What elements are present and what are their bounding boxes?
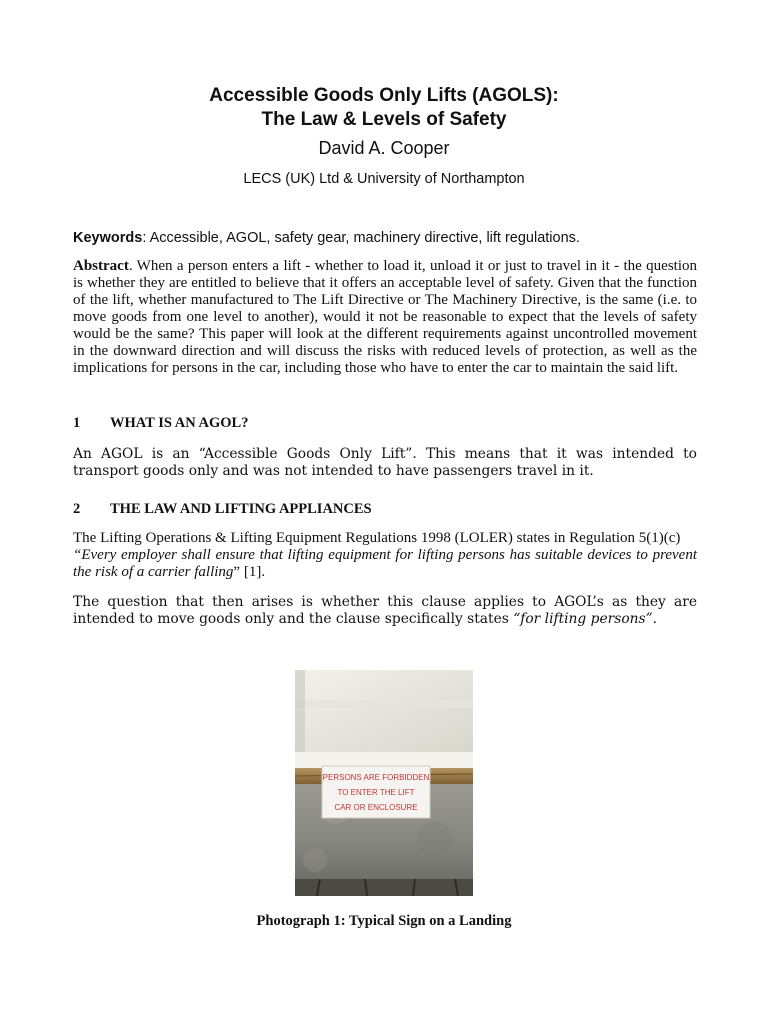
loler-intro: The Lifting Operations & Lifting Equipment Regulations 1998 (LOLER) states in Regulation 5(1)(c) xyxy=(73,530,681,546)
photograph-drawing xyxy=(295,670,473,896)
keywords-line xyxy=(73,228,697,248)
landing-sign-photograph xyxy=(295,670,473,896)
abstract-label: Abstract xyxy=(73,258,129,274)
abstract-text: . When a person enters a lift - whether to load it, unload it or just to travel in it - the question is whether they are entitled to believe that it offers an acceptable level of safety. Given that the function of the lift, whether manufactured to The Lift Directive or The Machinery Directive, is the same (i.e. to move goods from one level to another), would it not be reasonable to expect that the levels of safety would be the same? This paper will look at the different requirements against uncontrolled movement in the downward direction and will discuss the risks with reduced levels of protection, as well as the implications for persons in the car, including those who have to enter the car to maintain the said lift. xyxy=(73,258,697,376)
loler-reference: ” [1]. xyxy=(233,564,266,580)
sign-line-3: CAR OR ENCLOSURE xyxy=(334,803,418,812)
question-text: The question that then arises is whether this clause applies to AGOL’s as they are intended to move goods only and the clause specifically states xyxy=(73,594,697,627)
author-name: David A. Cooper xyxy=(318,138,450,158)
author-affiliation: LECS (UK) Ltd & University of Northampton xyxy=(243,171,525,187)
section-1-heading xyxy=(73,414,697,432)
sign-line-1: PERSONS ARE FORBIDDEN xyxy=(322,773,430,782)
section-1-title: WHAT IS AN AGOL? xyxy=(110,415,249,431)
title-line-2: The Law & Levels of Safety xyxy=(261,109,507,130)
question-end: . xyxy=(652,611,658,627)
photograph-caption: Photograph 1: Typical Sign on a Landing xyxy=(256,913,512,929)
section-1-number: 1 xyxy=(73,415,81,431)
loler-quote: “Every employer shall ensure that lifting equipment for lifting persons has suitable devices to prevent the risk of a carrier falling xyxy=(73,547,697,580)
title-line-1: Accessible Goods Only Lifts (AGOLS): xyxy=(209,85,559,106)
section-2-number: 2 xyxy=(73,501,81,517)
section-1-paragraph: An AGOL is an “Accessible Goods Only Lift”. This means that it was intended to transport goods only and was not intended to have passengers travel in it. xyxy=(73,446,697,479)
sign-line-2: TO ENTER THE LIFT xyxy=(337,788,415,797)
keywords-text: : Accessible, AGOL, safety gear, machinery directive, lift regulations. xyxy=(142,230,580,246)
section-2-heading xyxy=(73,500,697,518)
question-quote: “for lifting persons” xyxy=(513,611,653,627)
abstract-paragraph xyxy=(73,258,697,377)
section-2-paragraph-2 xyxy=(73,594,697,628)
section-2-paragraph-1 xyxy=(73,530,697,581)
keywords-label: Keywords xyxy=(73,230,143,246)
paper-title xyxy=(0,84,768,132)
section-2-title: THE LAW AND LIFTING APPLIANCES xyxy=(110,501,372,517)
